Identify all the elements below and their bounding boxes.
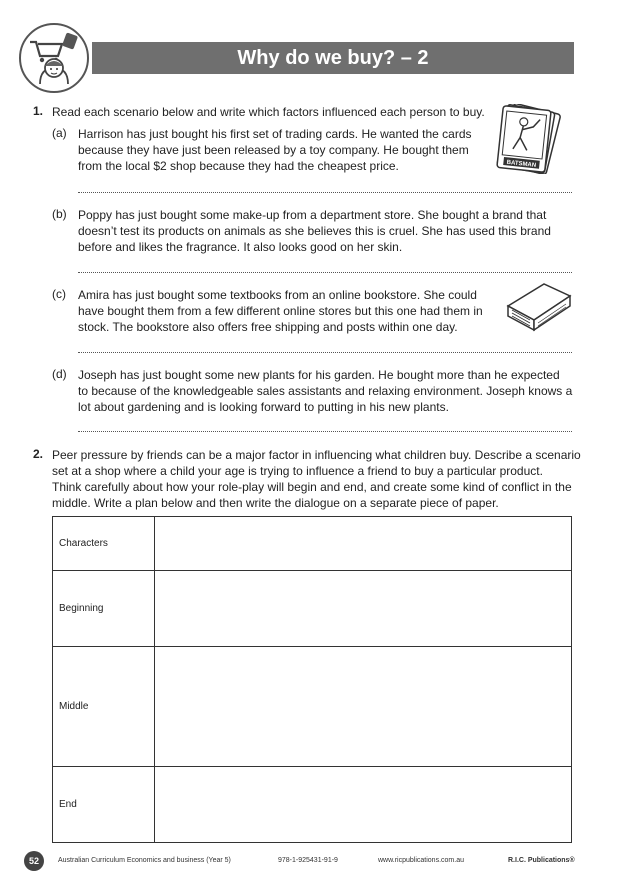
item-c-text: [78, 287, 498, 335]
item-a-text: [78, 126, 498, 174]
q2-line-3: Think carefully about how your role-play will begin and end, and create some kind of conflict in the: [52, 480, 572, 494]
footer-publisher: R.I.C. Publications®: [508, 857, 575, 864]
plan-table: [52, 516, 572, 843]
item-d-line-2: to because of the knowledgeable sales assistants and relaxing environment. Joseph knows a: [78, 384, 573, 398]
table-row: [53, 517, 572, 571]
footer-isbn: 978-1-925431-91-9: [278, 857, 338, 864]
item-c-line-3: stock. The bookstore also offers free shipping and posts within one day.: [78, 320, 458, 334]
answer-line-a[interactable]: [78, 192, 572, 193]
answer-line-c[interactable]: [78, 352, 572, 353]
item-c-label: (c): [52, 287, 66, 301]
middle-answer-cell[interactable]: [155, 647, 572, 767]
item-a-line-1: Harrison has just bought his first set of trading cards. He wanted the cards: [78, 127, 472, 141]
shopping-logo-icon: [18, 22, 90, 94]
item-b-line-2: doesn’t test its products on animals as she believes this is cruel. She has used this brand: [78, 224, 551, 238]
trading-cards-icon: [492, 104, 568, 174]
q2-line-1: Peer pressure by friends can be a major factor in influencing what children buy. Describe a scenario: [52, 448, 581, 462]
beginning-answer-cell[interactable]: [155, 571, 572, 647]
item-d-text: [78, 367, 578, 415]
characters-answer-cell[interactable]: [155, 517, 572, 571]
title-bar: [92, 42, 574, 74]
answer-line-d[interactable]: [78, 431, 572, 432]
item-b-text: [78, 207, 578, 255]
end-answer-cell[interactable]: [155, 767, 572, 843]
table-row: [53, 767, 572, 843]
item-d-line-3: lot about gardening and is looking forward to putting in his new plants.: [78, 400, 449, 414]
question-1-number: 1.: [33, 104, 44, 118]
item-d-line-1: Joseph has just bought some new plants for his garden. He bought more than he expected: [78, 368, 560, 382]
question-1-prompt: Read each scenario below and write which factors influenced each person to buy.: [52, 105, 485, 119]
footer-website: www.ricpublications.com.au: [378, 857, 464, 864]
table-row: [53, 647, 572, 767]
q2-line-2: set at a shop where a child your age is trying to influence a friend to buy a particular product.: [52, 464, 543, 478]
q2-line-4: middle. Write a plan below and then write the dialogue on a separate piece of paper.: [52, 496, 499, 510]
answer-line-b[interactable]: [78, 272, 572, 273]
question-2-text: [52, 447, 582, 511]
table-row: [53, 571, 572, 647]
item-b-line-3: before and likes the fragrance. It also looks good on her skin.: [78, 240, 403, 254]
page-number: 52: [24, 851, 44, 871]
item-a-line-2: because they have just been released by a toy company. He bought them: [78, 143, 469, 157]
row-label-characters: Characters: [53, 517, 155, 571]
item-c-line-2: have bought them from a few different online stores but this one had them in: [78, 304, 483, 318]
footer-book-title: Australian Curriculum Economics and business (Year 5): [58, 857, 231, 864]
question-2-number: 2.: [33, 447, 44, 461]
item-a-line-3: from the local $2 shop because they had the cheapest price.: [78, 159, 399, 173]
book-icon: [504, 280, 574, 334]
item-b-label: (b): [52, 207, 67, 221]
item-b-line-1: Poppy has just bought some make-up from a department store. She bought a brand that: [78, 208, 547, 222]
item-a-label: (a): [52, 126, 67, 140]
item-d-label: (d): [52, 367, 67, 381]
row-label-end: End: [53, 767, 155, 843]
page-title: Why do we buy? – 2: [237, 47, 429, 69]
row-label-middle: Middle: [53, 647, 155, 767]
item-c-line-1: Amira has just bought some textbooks from an online bookstore. She could: [78, 288, 477, 302]
card-caption: BATSMAN: [506, 159, 537, 169]
row-label-beginning: Beginning: [53, 571, 155, 647]
